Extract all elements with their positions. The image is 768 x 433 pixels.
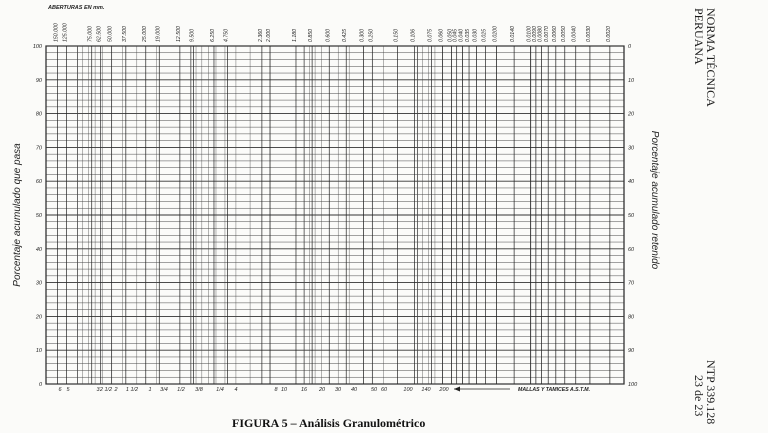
aperture-label: 0.025 [481, 29, 488, 42]
aperture-label: 0.150 [393, 29, 400, 42]
peruana-header: PERUANA [692, 8, 706, 65]
aperture-label: 0.0090 [531, 26, 538, 42]
aperture-label: 0.250 [368, 29, 375, 42]
aperture-label: 0.075 [427, 29, 434, 42]
aperture-label: 0.040 [458, 29, 465, 42]
aperture-label: 0.0070 [544, 26, 551, 42]
sieve-label: 10 [280, 387, 288, 393]
aperture-label: 0.0020 [605, 26, 612, 42]
aperture-label: 0.060 [438, 29, 445, 42]
right-tick-label: 90 [628, 348, 635, 355]
sieve-axis-label: MALLAS Y TAMICES A.S.T.M. [518, 387, 591, 393]
sieve-label: 60 [380, 387, 388, 393]
aperture-label: 0.0080 [537, 26, 544, 42]
right-tick-label: 20 [628, 111, 635, 118]
sieve-label: 4 [234, 387, 238, 393]
aperture-label: 75.000 [87, 26, 94, 42]
aperture-label: 6.250 [209, 29, 216, 42]
left-tick-label: 50 [35, 213, 42, 219]
sieve-label: 200 [439, 387, 449, 393]
aperture-label: 0.030 [472, 29, 479, 42]
sieve-label: 6 [58, 387, 62, 393]
right-tick-label: 0 [628, 44, 632, 50]
left-tick-label: 60 [35, 179, 42, 186]
aperture-label: 12.500 [175, 26, 182, 42]
sieve-label: 1/2 [177, 387, 185, 393]
sieve-label: 3/4 [160, 387, 168, 393]
axis-labels [12, 5, 660, 393]
aperture-label: 9.500 [189, 29, 196, 42]
aperture-label: 4.750 [223, 29, 230, 42]
aperture-label: 62.500 [96, 26, 103, 42]
norma-tecnica-header: NORMA TÉCNICA [704, 8, 718, 107]
right-tick-label: 10 [628, 77, 635, 84]
left-tick-label: 0 [38, 382, 42, 388]
sieve-label: 20 [318, 387, 326, 393]
right-tick-label: 40 [628, 179, 635, 186]
aperture-label: 19.000 [155, 26, 162, 42]
left-tick-label: 100 [32, 44, 42, 50]
aperture-label: 1.180 [291, 29, 298, 42]
sieve-label: 3/8 [195, 387, 203, 393]
right-tick-label: 50 [628, 213, 635, 219]
sieve-label: 30 [334, 387, 342, 393]
sieve-label: 1/4 [216, 387, 224, 393]
aperture-label: 0.0050 [560, 26, 567, 42]
aperture-label: 0.035 [465, 29, 472, 42]
left-tick-label: 70 [35, 145, 42, 152]
left-tick-label: 20 [35, 314, 42, 321]
y-axis-left-title: Porcentaje acumulado que pasa [12, 143, 23, 287]
grid-lines [46, 46, 624, 384]
aperture-label: 0.600 [325, 29, 332, 42]
aperturas-header: ABERTURAS EN mm. [48, 5, 105, 11]
aperture-label: 0.300 [359, 29, 366, 42]
aperture-label: 25.000 [141, 26, 148, 42]
aperture-label: 0.425 [342, 29, 349, 42]
aperture-label: 0.0060 [551, 26, 558, 42]
aperture-label: 0.0200 [492, 26, 499, 42]
sieve-label: 50 [370, 387, 378, 393]
aperture-label: 0.106 [410, 29, 417, 42]
right-tick-label: 70 [628, 280, 635, 287]
figure-caption: FIGURA 5 – Análisis Granulométrico [232, 416, 426, 430]
sieve-label: 16 [300, 387, 308, 393]
left-tick-label: 30 [35, 280, 42, 287]
y-axis-right-title: Porcentaje acumulado retenido [649, 130, 660, 270]
aperture-label: 0.0140 [510, 26, 517, 42]
aperture-label: 0.0040 [571, 26, 578, 42]
aperture-label: 150.000 [53, 23, 60, 42]
sieve-label: 1 [148, 387, 152, 393]
left-tick-label: 10 [35, 348, 42, 355]
sieve-label: 140 [421, 387, 431, 393]
sieve-label: 8 [274, 387, 278, 393]
aperture-label: 0.045 [452, 29, 459, 42]
sieve-label: 40 [350, 387, 358, 393]
aperture-label: 0.850 [308, 29, 315, 42]
sieve-label: 2 [114, 387, 118, 393]
page-reference: 23 de 23 [692, 375, 706, 417]
right-tick-label: 30 [628, 145, 635, 152]
aperture-label: 50.000 [107, 26, 114, 42]
left-tick-label: 80 [35, 111, 42, 118]
aperture-label: 0.0100 [526, 26, 533, 42]
sieve-arrow-head [454, 387, 460, 392]
right-tick-label: 60 [628, 246, 635, 253]
left-tick-label: 90 [35, 77, 42, 84]
right-tick-label: 100 [628, 382, 638, 388]
sieve-label: 100 [403, 387, 413, 393]
aperture-label: 0.0030 [585, 26, 592, 42]
sieve-label: 1 1/2 [125, 387, 139, 393]
aperture-label: 37.500 [121, 26, 128, 42]
left-tick-label: 40 [35, 246, 42, 253]
sieve-label: 5 [66, 387, 70, 393]
right-tick-label: 80 [628, 314, 635, 321]
sieve-label: 3 [96, 387, 100, 393]
aperture-label: 125.000 [62, 23, 69, 42]
aperture-label: 2.360 [257, 29, 264, 42]
sieve-label: 2 1/2 [99, 387, 113, 393]
ntp-code: NTP 339.128 [704, 360, 718, 425]
aperture-label: 2.000 [266, 29, 273, 42]
aperture-label: 0.050 [447, 29, 454, 42]
